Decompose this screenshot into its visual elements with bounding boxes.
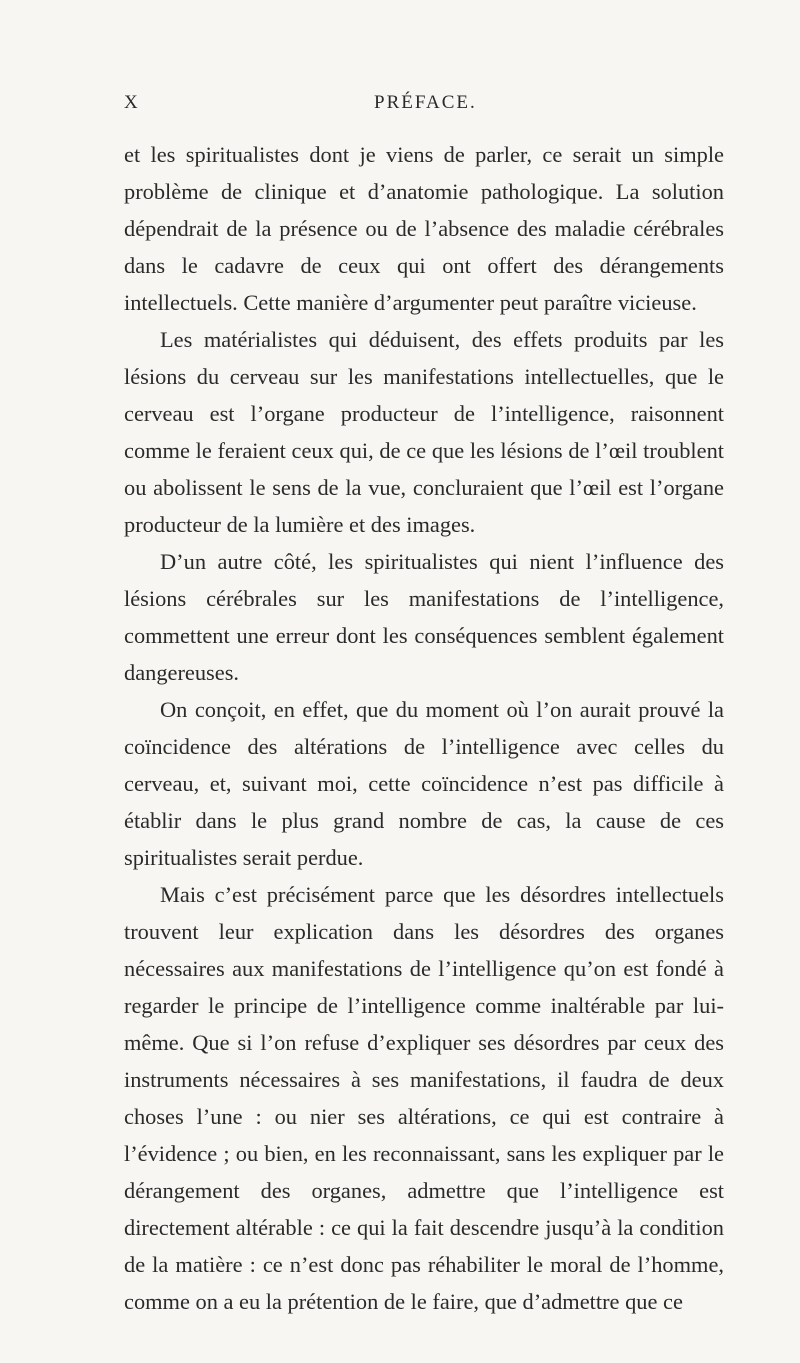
paragraph-3: D’un autre côté, les spiritualistes qui nient l’influence des lésions cérébrales sur les manifestations de l’intelligence, commettent une erreur dont les conséquences semblent également dangereuses.	[124, 549, 724, 685]
page-number: X	[124, 92, 139, 113]
paragraph-4: On conçoit, en effet, que du moment où l’on aurait prouvé la coïncidence des altérations de l’intelligence avec celles du cerveau, et, suivant moi, cette coïncidence n’est pas difficile à établir dans le plus grand nombre de cas, la cause de ces spiritualistes serait perdue.	[124, 697, 724, 870]
paragraph-1: et les spiritualistes dont je viens de parler, ce serait un simple problème de clinique et d’anatomie pathologique. La solution dépendrait de la présence ou de l’absence des maladie cérébrales dans le cadavre de ceux qui ont offert des dérangements intellectuels. Cette manière d’argumenter peut paraître vicieuse.	[124, 142, 724, 315]
body-text	[124, 136, 724, 1320]
paragraph-2: Les matérialistes qui déduisent, des effets produits par les lésions du cerveau sur les manifestations intellectuelles, que le cerveau est l’organe producteur de l’intelligence, raisonnent comme le feraient ceux qui, de ce que les lésions de l’œil troublent ou abolissent le sens de la vue, concluraient que l’œil est l’organe producteur de la lumière et des images.	[124, 327, 724, 537]
paragraph-5: Mais c’est précisément parce que les désordres intellectuels trouvent leur explication dans les désordres des organes nécessaires aux manifestations de l’intelligence qu’on est fondé à regarder le principe de l’intelligence comme inaltérable par lui-même. Que si l’on refuse d’expliquer ses désordres par ceux des instruments nécessaires à ses manifestations, il faudra de deux choses l’une : ou nier ses altérations, ce qui est contraire à l’évidence ; ou bien, en les reconnaissant, sans les expliquer par le dérangement des organes, admettre que l’intelligence est directement altérable : ce qui la fait descendre jusqu’à la condition de la matière : ce n’est donc pas réhabiliter le moral de l’homme, comme on a eu la prétention de le faire, que d’admettre que ce	[124, 882, 724, 1314]
page-header	[124, 92, 724, 122]
running-title: PRÉFACE.	[374, 92, 477, 113]
